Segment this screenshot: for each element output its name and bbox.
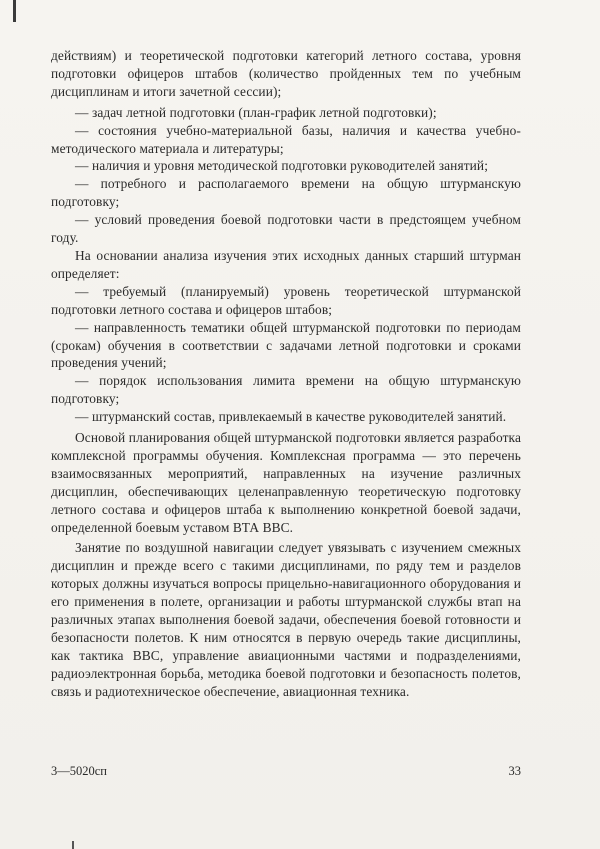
paragraph: Основой планирования общей штурманской подготовки является разработка комплексной программы обучения. Комплексная программа — это перечень взаимосвязанных мероприятий, направленных на изучение различных дисциплин, обеспечивающих целенаправленную теоретическую подготовку летного состава и офицеров штаба к выполнению конкретной боевой задачи, определенной боевым уставом ВТА ВВС. (51, 430, 521, 535)
list-item: — состояния учебно-материальной базы, наличия и качества учебно-методического материала и литературы; (51, 122, 521, 156)
paragraph: Занятие по воздушной навигации следует увязывать с изучением смежных дисциплин и прежде всего с такими дисциплинами, по ряду тем и разделов которых должны изучаться вопросы прицельно-навигационного оборудования и его применения в полете, организации и работы штурманской службы втап на различных этапах выполнения боевой задачи, обеспечения боевой готовности и безопасности полетов. К ним относятся в первую очередь такие дисциплины, как тактика ВВС, управление авиационными частями и подразделениями, радиоэлектронная борьба, методика боевой подготовки и безопасность полетов, связь и радиотехническое обеспечение, авиационная техника. (51, 540, 521, 699)
list-item: — требуемый (планируемый) уровень теоретической штурманской подготовки летного состава и офицеров штабов; (51, 283, 521, 317)
body-text (51, 47, 521, 701)
list-item: — направленность тематики общей штурманской подготовки по периодам (срокам) обучения в соответствии с задачами летной подготовки и сроками проведения учений; (51, 319, 521, 371)
list-item: — условий проведения боевой подготовки части в предстоящем учебном году. (51, 212, 521, 246)
binding-mark (13, 0, 16, 22)
list-item: — наличия и уровня методической подготовки руководителей занятий; (75, 158, 489, 174)
scan-mark (72, 841, 74, 849)
page-footer (51, 764, 521, 779)
paragraph: действиям) и теоретической подготовки категорий летного состава, уровня подготовки офицеров штабов (количество пройденных тем по учебным дисциплинам и итоги зачетной сессии); (51, 48, 521, 99)
printer-signature: 3—5020сп (51, 764, 107, 778)
list-item: — задач летной подготовки (план-график летной подготовки); (75, 104, 437, 120)
list-item: — потребного и располагаемого времени на общую штурманскую подготовку; (51, 176, 521, 210)
paragraph: На основании анализа изучения этих исходных данных старший штурман определяет: (51, 247, 521, 281)
page-number: 33 (508, 764, 521, 778)
list-item: — порядок использования лимита времени на общую штурманскую подготовку; (51, 373, 521, 407)
list-item: — штурманский состав, привлекаемый в качестве руководителей занятий. (75, 409, 507, 425)
